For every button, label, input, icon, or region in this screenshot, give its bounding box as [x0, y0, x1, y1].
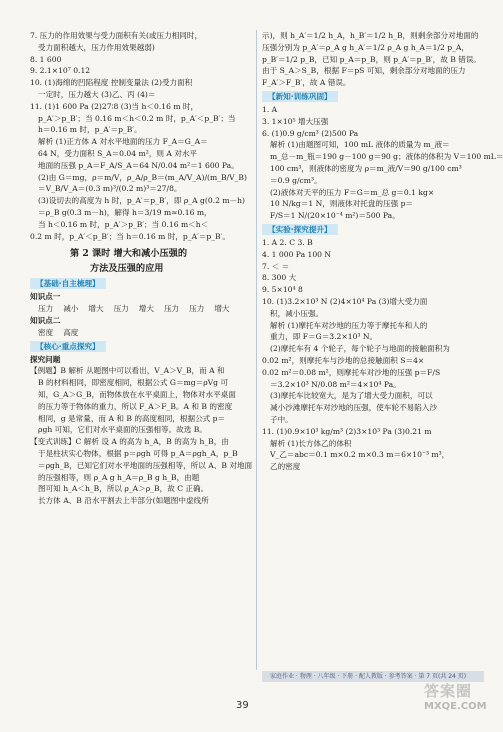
- answer-line: 8. 300 大: [262, 273, 297, 283]
- left-column: [30, 30, 252, 507]
- right-column: [262, 30, 503, 473]
- lesson-title-line1: 第 2 课时 增大和减小压强的: [70, 248, 188, 260]
- blank-answer: 压力: [113, 304, 129, 314]
- answer-line: 长方体 A、B 沿水平割去上半部分(如题图中虚线所: [38, 496, 209, 506]
- blank-answer: 压力: [38, 304, 54, 314]
- answer-line: ρgh 可知，它们对水平桌面的压强相等。故选 B。: [38, 425, 207, 435]
- blank-answer: 增大: [214, 304, 230, 314]
- watermark-logo: [424, 680, 494, 728]
- right-continuation-block: [262, 30, 481, 89]
- answer-line: m_总－m_瓶＝190 g－100 g＝90 g；液体的体积为 V＝100 mL＝: [270, 152, 503, 162]
- answer-line: ＝0.9 g/cm³。: [270, 175, 322, 185]
- answer-line: 8. 1 600: [30, 54, 62, 64]
- answer-line: 11. (1)0.9×10³ kg/m³ (2)3×10³ Pa (3)0.21 m: [262, 426, 432, 436]
- answer-line: 当 h＜0.16 m 时，p_A′＞p_B′；当 0.16 m＜h＜: [38, 219, 209, 229]
- answer-line: 1. A 2. C 3. B: [262, 237, 313, 247]
- answer-line: 知，G_A＞G_B，而物体放在水平桌面上，物体对水平桌面: [38, 389, 236, 399]
- answer-line: 【变式训练】C 解析 设 A 的高为 h_A，B 的高为 h_B，由: [30, 437, 229, 447]
- answer-line: ＝V_B/V_A＝(0.3 m)³/(0.2 m)³＝27/8。: [38, 184, 182, 194]
- answer-line: 10. (1)海绵的凹陷程度 控制变量法 (2)受力面积: [30, 78, 193, 88]
- blank-answer: 减小: [63, 304, 79, 314]
- answer-line: V_乙＝abc＝0.1 m×0.2 m×0.3 m＝6×10⁻³ m³，: [270, 450, 450, 460]
- answer-line: 0.2 m 时，p_A′＜p_B′；当 h＝0.16 m 时，p_A′＝p_B′。: [30, 231, 230, 241]
- answer-line: 10 N/kg＝1 N，则液体对托盘的压强 p＝: [270, 199, 414, 209]
- answer-line: 受力面积越大，压力作用效果越弱): [38, 42, 155, 52]
- answer-line: 解析 (1)长方体乙的体积: [270, 438, 352, 448]
- answer-line: B 的材料相同，即密度相同，根据公式 G＝mg＝ρVg 可: [38, 378, 229, 388]
- blank-answer: 高度: [63, 327, 79, 337]
- answer-line: 10. (1)3.2×10³ N (2)4×10⁴ Pa (3)增大受力面: [262, 296, 428, 306]
- answer-line: (3)设切去的高度为 h 时，p_A′＝p_B′，即 ρ_A g(0.2 m－h): [38, 196, 245, 206]
- answer-line: 重力，即 F＝G＝3.2×10³ N。: [270, 332, 378, 342]
- answer-line: ＝ρgh_B，已知它们对水平地面的压强相等，所以 A、B 对地面: [38, 460, 253, 470]
- blank-answer: 增大: [138, 304, 154, 314]
- left-answers-block: [30, 30, 252, 242]
- answer-line: p_B′＝1/2 p_B，已知 p_A＝p_B，则 p_A′＝p_B′，故 B 错误。: [262, 54, 481, 64]
- answer-line: 0.02 m²＝0.08 m²，则摩托车对沙地的压强 p＝F/S: [262, 367, 441, 377]
- answer-line: 图可知 h_A＜h_B，所以 ρ_A＞ρ_B，故 C 正确。: [38, 484, 209, 494]
- answer-line: 0.02 m²，则摩托车与沙地的总接触面积 S＝4×: [262, 355, 425, 365]
- watermark-logo-text: 答案圈: [424, 682, 473, 700]
- blank-answer: 压力: [189, 304, 205, 314]
- section-banner-practice: 【新知·训练巩固】: [262, 91, 338, 102]
- answer-line: (2)摩托车有 4 个轮子，每个轮子与地面的接触面积为: [270, 344, 450, 354]
- answer-line: p_A′＞p_B′；当 0.16 m＜h＜0.2 m 时，p_A′＜p_B′；当: [38, 113, 236, 123]
- answer-line: 解析 (1)摩托车对沙地的压力等于摩托车和人的: [270, 320, 428, 330]
- answer-line: 11. (1)1 600 Pa (2)27∶8 (3)当 h＜0.16 m 时，: [30, 101, 199, 111]
- answer-line: 地面的压强 p_A＝F_A/S_A＝64 N/0.04 m²＝1 600 Pa。: [38, 160, 239, 170]
- answer-line: 9. 5×10⁴ 8: [262, 285, 303, 295]
- answer-line: h＝0.16 m 时，p_A′＝p_B′。: [38, 125, 142, 135]
- answer-line: 解析 (1)由题图可知，100 mL 液体的质量为 m_液＝: [270, 140, 450, 150]
- answer-line: F/S＝1 N/(20×10⁻⁴ m²)＝500 Pa。: [270, 211, 400, 221]
- answer-line: (2)由 G＝mg，ρ＝m/V，ρ_A/ρ_B＝(m_A/V_A)/(m_B/V_B): [38, 172, 247, 182]
- answer-line: 9. 2.1×10⁷ 0.12: [30, 66, 91, 76]
- answer-line: 乙的密度: [270, 462, 301, 472]
- blank-answer: 密度: [38, 327, 54, 337]
- answer-line: 7. ＜ ＝: [262, 261, 290, 271]
- knowledge-point-1-answers: [30, 303, 252, 315]
- lesson-title-line2: 方法及压强的应用: [90, 263, 164, 275]
- page-number: 39: [236, 700, 249, 711]
- answer-line: 压强分别为 p_A′＝ρ_A g h_A′＝1/2 ρ_A g h_A＝1/2 p_A，: [262, 42, 469, 52]
- knowledge-point-2-title: 知识点二: [30, 315, 61, 325]
- answer-line: 于是柱状实心物体，根据 p＝ρgh 可得 p_A＝ρgh_A，p_B: [38, 448, 238, 458]
- answer-line: 减小沙滩摩托车对沙地的压强，使车轮不易陷入沙: [270, 403, 438, 413]
- blank-answer: 增大: [88, 304, 104, 314]
- explore-title: 探究问题: [30, 354, 61, 364]
- left-example-block: [30, 365, 252, 507]
- answer-line: 1. A: [262, 104, 278, 114]
- answer-line: 积，减小压强。: [270, 308, 324, 318]
- answer-line: 7. 压力的作用效果与受力面积有关(或压力相同时，: [30, 31, 203, 40]
- answer-line: 解析 (1)正方体 A 对水平地面的压力 F_A＝G_A＝: [38, 137, 208, 147]
- footer-bar: 家庭作业 · 物理 · 八年级 · 下册 · 配人教版 · 参考答案 · 第 7 页(共 24 页): [262, 671, 484, 682]
- answer-line: 由于 S_A＞S_B，根据 F＝pS 可知，剩余部分对地面的压力: [262, 66, 466, 76]
- answer-line: 64 N，受力面积 S_A＝0.04 m²，则 A 对水平: [38, 148, 198, 158]
- answer-line: F_A′＞F_B′，故 A 错误。: [262, 78, 351, 88]
- section-banner-improve: 【实验·探究提升】: [262, 224, 338, 235]
- section-banner-core: 【核心·重点探究】: [30, 341, 106, 352]
- answer-line: (3)摩托车比较宽大，是为了增大受力面积，可以: [270, 391, 433, 401]
- answer-line: 的压力等于物体的重力，所以 F_A＞F_B。A 和 B 的密度: [38, 401, 233, 411]
- watermark-url: MXQE.COM: [424, 701, 487, 712]
- answer-line: 相同，g 是常量，而 A 和 B 的高度相同，根据公式 p＝: [38, 413, 226, 423]
- answer-line: 子中。: [270, 414, 293, 424]
- answer-line: ＝ρ_B g(0.3 m－h)，解得 h＝3/19 m≈0.16 m，: [38, 207, 212, 217]
- column-divider: [256, 30, 257, 670]
- answer-line: 一定时，压力越大 (3)乙、丙 (4)＝: [38, 89, 156, 99]
- answer-line: ＝3.2×10³ N/0.08 m²＝4×10⁴ Pa。: [270, 379, 401, 389]
- knowledge-point-2-answers: [30, 327, 252, 339]
- knowledge-point-1-title: 知识点一: [30, 292, 61, 302]
- section-banner-basics: 【基础·自主梳理】: [30, 278, 106, 289]
- answer-line: 100 cm³，则液体的密度为 ρ＝m_液/V＝90 g/100 cm³: [270, 163, 462, 173]
- answer-line: 【例题】B 解析 从题图中可以看出，V_A＞V_B，而 A 和: [30, 366, 225, 376]
- answer-line: 6. (1)0.9 g/cm³ (2)500 Pa: [262, 128, 359, 138]
- blank-answer: 压力: [163, 304, 180, 314]
- answer-line: 4. 1 000 Pa 100 N: [262, 249, 332, 259]
- answer-line: 示)，则 h_A′＝1/2 h_A，h_B′＝1/2 h_B，则剩余部分对地面的: [262, 31, 479, 40]
- right-practice-block: [262, 104, 503, 222]
- right-improve-block: [262, 237, 476, 473]
- answer-line: 3. 1×10⁵ 增大压强: [262, 116, 329, 126]
- answer-line: (2)液体对天平的压力 F＝G＝m_总 g＝0.1 kg×: [270, 187, 435, 197]
- answer-line: 的压强相等，则 ρ_A g h_A＝ρ_B g h_B，由题: [38, 472, 200, 482]
